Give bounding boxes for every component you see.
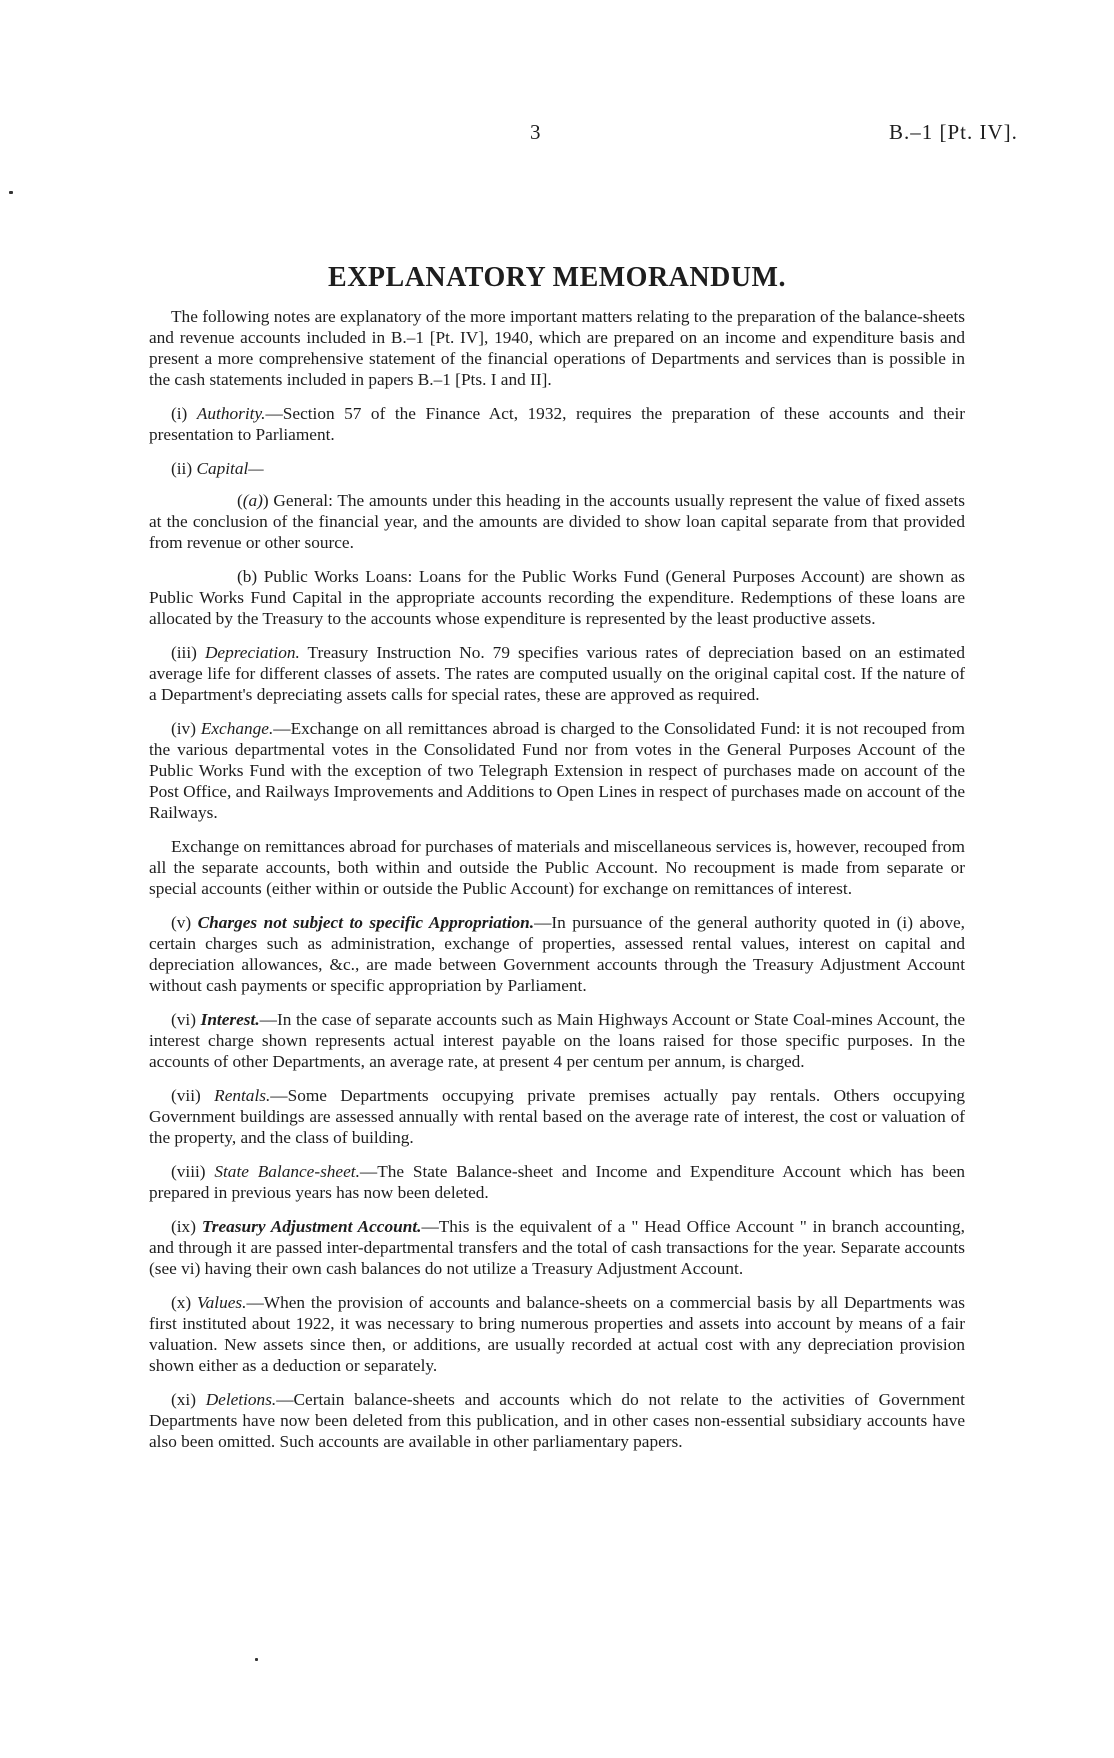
- section-capital: [149, 458, 965, 479]
- section-exchange: [149, 718, 965, 823]
- section-charges: [149, 912, 965, 996]
- section-text: —When the provision of accounts and balance-sheets on a commercial basis by all Departments was first instituted about 1922, it was necessary to bring numerous properties and assets into account by means of a fair valuation. New assets since then, or additions, are usually recorded at actual cost with any depreciation provision shown either as a deduction or separately.: [149, 1293, 965, 1375]
- section-number: (iii): [171, 643, 197, 662]
- section-number: (xi): [171, 1390, 196, 1409]
- section-text: —Exchange on all remittances abroad is charged to the Consolidated Fund: it is not recouped from the various departmental votes in the Consolidated Fund nor from votes in the General Purposes Account of the Public Works Fund with the exception of two Telegraph Extension in respect of purchases made on account of the Post Office, and Railways Improvements and Additions to Open Lines in respect of purchases made on account of the Railways.: [149, 719, 965, 822]
- section-heading: Depreciation.: [204, 643, 300, 662]
- section-treasury: [149, 1216, 965, 1279]
- section-rentals: [149, 1085, 965, 1148]
- scan-speck: [9, 191, 13, 194]
- section-text: —This is the equivalent of a " Head Office Account " in branch accounting, and through it are passed inter-departmental transfers and the total of cash transactions for the year. Separate accounts (see vi) having their own cash balances do not utilize a Treasury Adjustment Account.: [149, 1217, 965, 1278]
- section-heading: Treasury Adjustment Account.: [201, 1217, 422, 1236]
- section-text: —Certain balance-sheets and accounts which do not relate to the activities of Government Departments have now been deleted from this publication, and in other cases non-essential subsidiary accounts have also been omitted. Such accounts are available in other parliamentary papers.: [149, 1390, 965, 1451]
- section-number: (ix): [171, 1217, 196, 1236]
- section-text: —In the case of separate accounts such as Main Highways Account or State Coal-mines Account, the interest charge shown represents actual interest payable on the loans raised for those specific purposes. In the accounts of other Departments, an average rate, at present 4 per centum per annum, is charged.: [149, 1010, 965, 1071]
- section-deletions: [149, 1389, 965, 1452]
- memorandum-body: [149, 306, 965, 1465]
- subsection-label: General:: [273, 491, 333, 510]
- section-number: (v): [171, 913, 192, 932]
- section-values: [149, 1292, 965, 1376]
- section-number: (ii): [171, 459, 193, 478]
- section-heading: Deletions.: [205, 1390, 277, 1409]
- subsection-text: The amounts under this heading in the accounts usually represent the value of fixed assets at the conclusion of the financial year, and the amounts are divided to show loan capital separate from that provided from revenue or other source.: [149, 491, 965, 552]
- section-number: (iv): [171, 719, 196, 738]
- section-balance-sheet: [149, 1161, 965, 1203]
- page-title: EXPLANATORY MEMORANDUM.: [328, 262, 786, 293]
- subsection-general: [149, 490, 965, 553]
- section-depreciation: [149, 642, 965, 705]
- scan-speck: [255, 1658, 258, 1661]
- section-heading: Values.: [197, 1293, 247, 1312]
- section-text: —Some Departments occupying private premises actually pay rentals. Others occupying Government buildings are assessed annually with rental based on the average rate of interest, the cost or valuation of the property, and the class of building.: [149, 1086, 965, 1147]
- section-text: —Section 57 of the Finance Act, 1932, requires the preparation of these accounts and their presentation to Parliament.: [149, 404, 966, 444]
- section-interest: [149, 1009, 965, 1072]
- subsection-number: (b): [237, 567, 258, 586]
- section-exchange-continued: Exchange on remittances abroad for purchases of materials and miscellaneous services is, however, recouped from all the separate accounts, both within and outside the Public Account. No recoupment is made from separate or special accounts (either within or outside the Public Account) for exchange on remittances of interest.: [149, 837, 965, 898]
- subsection-number: ((a)): [237, 491, 269, 510]
- page-number: 3: [530, 120, 541, 144]
- section-heading: Rentals.: [214, 1086, 271, 1105]
- section-heading: Capital—: [196, 459, 264, 478]
- section-heading: Interest.: [200, 1010, 260, 1029]
- section-heading: Authority.: [196, 404, 266, 423]
- section-number: (vii): [171, 1086, 201, 1105]
- subsection-public-works: [149, 566, 965, 629]
- section-number: (vi): [171, 1010, 196, 1029]
- section-authority: [149, 403, 965, 445]
- intro-paragraph: The following notes are explanatory of the more important matters relating to the preparation of the balance-sheets and revenue accounts included in B.–1 [Pt. IV], 1940, which are prepared on an income and expenditure basis and present a more comprehensive statement of the financial operations of Departments and services than is possible in the cash statements included in papers B.–1 [Pts. I and II].: [149, 307, 965, 389]
- section-heading: Charges not subject to specific Appropriation.: [197, 913, 535, 932]
- section-text: Treasury Instruction No. 79 specifies various rates of depreciation based on an estimated average life for different classes of assets. The rates are computed usually on the original capital cost. If the nature of a Department's depreciating assets calls for special rates, these are approved as required.: [149, 643, 965, 704]
- section-text: —The State Balance-sheet and Income and Expenditure Account which has been prepared in previous years has now been deleted.: [149, 1162, 966, 1202]
- page-reference: B.–1 [Pt. IV].: [889, 120, 1018, 144]
- section-number: (i): [171, 404, 188, 423]
- subsection-text: Loans for the Public Works Fund (General Purposes Account) are shown as Public Works Fund Capital in the appropriate accounts recording the expenditure. Redemptions of these loans are allocated by the Treasury to the accounts whose expenditure is represented by the least productive assets.: [149, 567, 965, 628]
- section-heading: Exchange.: [200, 719, 274, 738]
- section-text: —In pursuance of the general authority quoted in (i) above, certain charges such as administration, exchange of properties, assessed rental values, interest on capital and depreciation allowances, &c., are made between Government accounts through the Treasury Adjustment Account without cash payments or specific appropriation by Parliament.: [149, 913, 965, 995]
- section-number: (x): [171, 1293, 192, 1312]
- section-number: (viii): [171, 1162, 206, 1181]
- subsection-label: Public Works Loans:: [263, 567, 413, 586]
- section-heading: State Balance-sheet.: [214, 1162, 360, 1181]
